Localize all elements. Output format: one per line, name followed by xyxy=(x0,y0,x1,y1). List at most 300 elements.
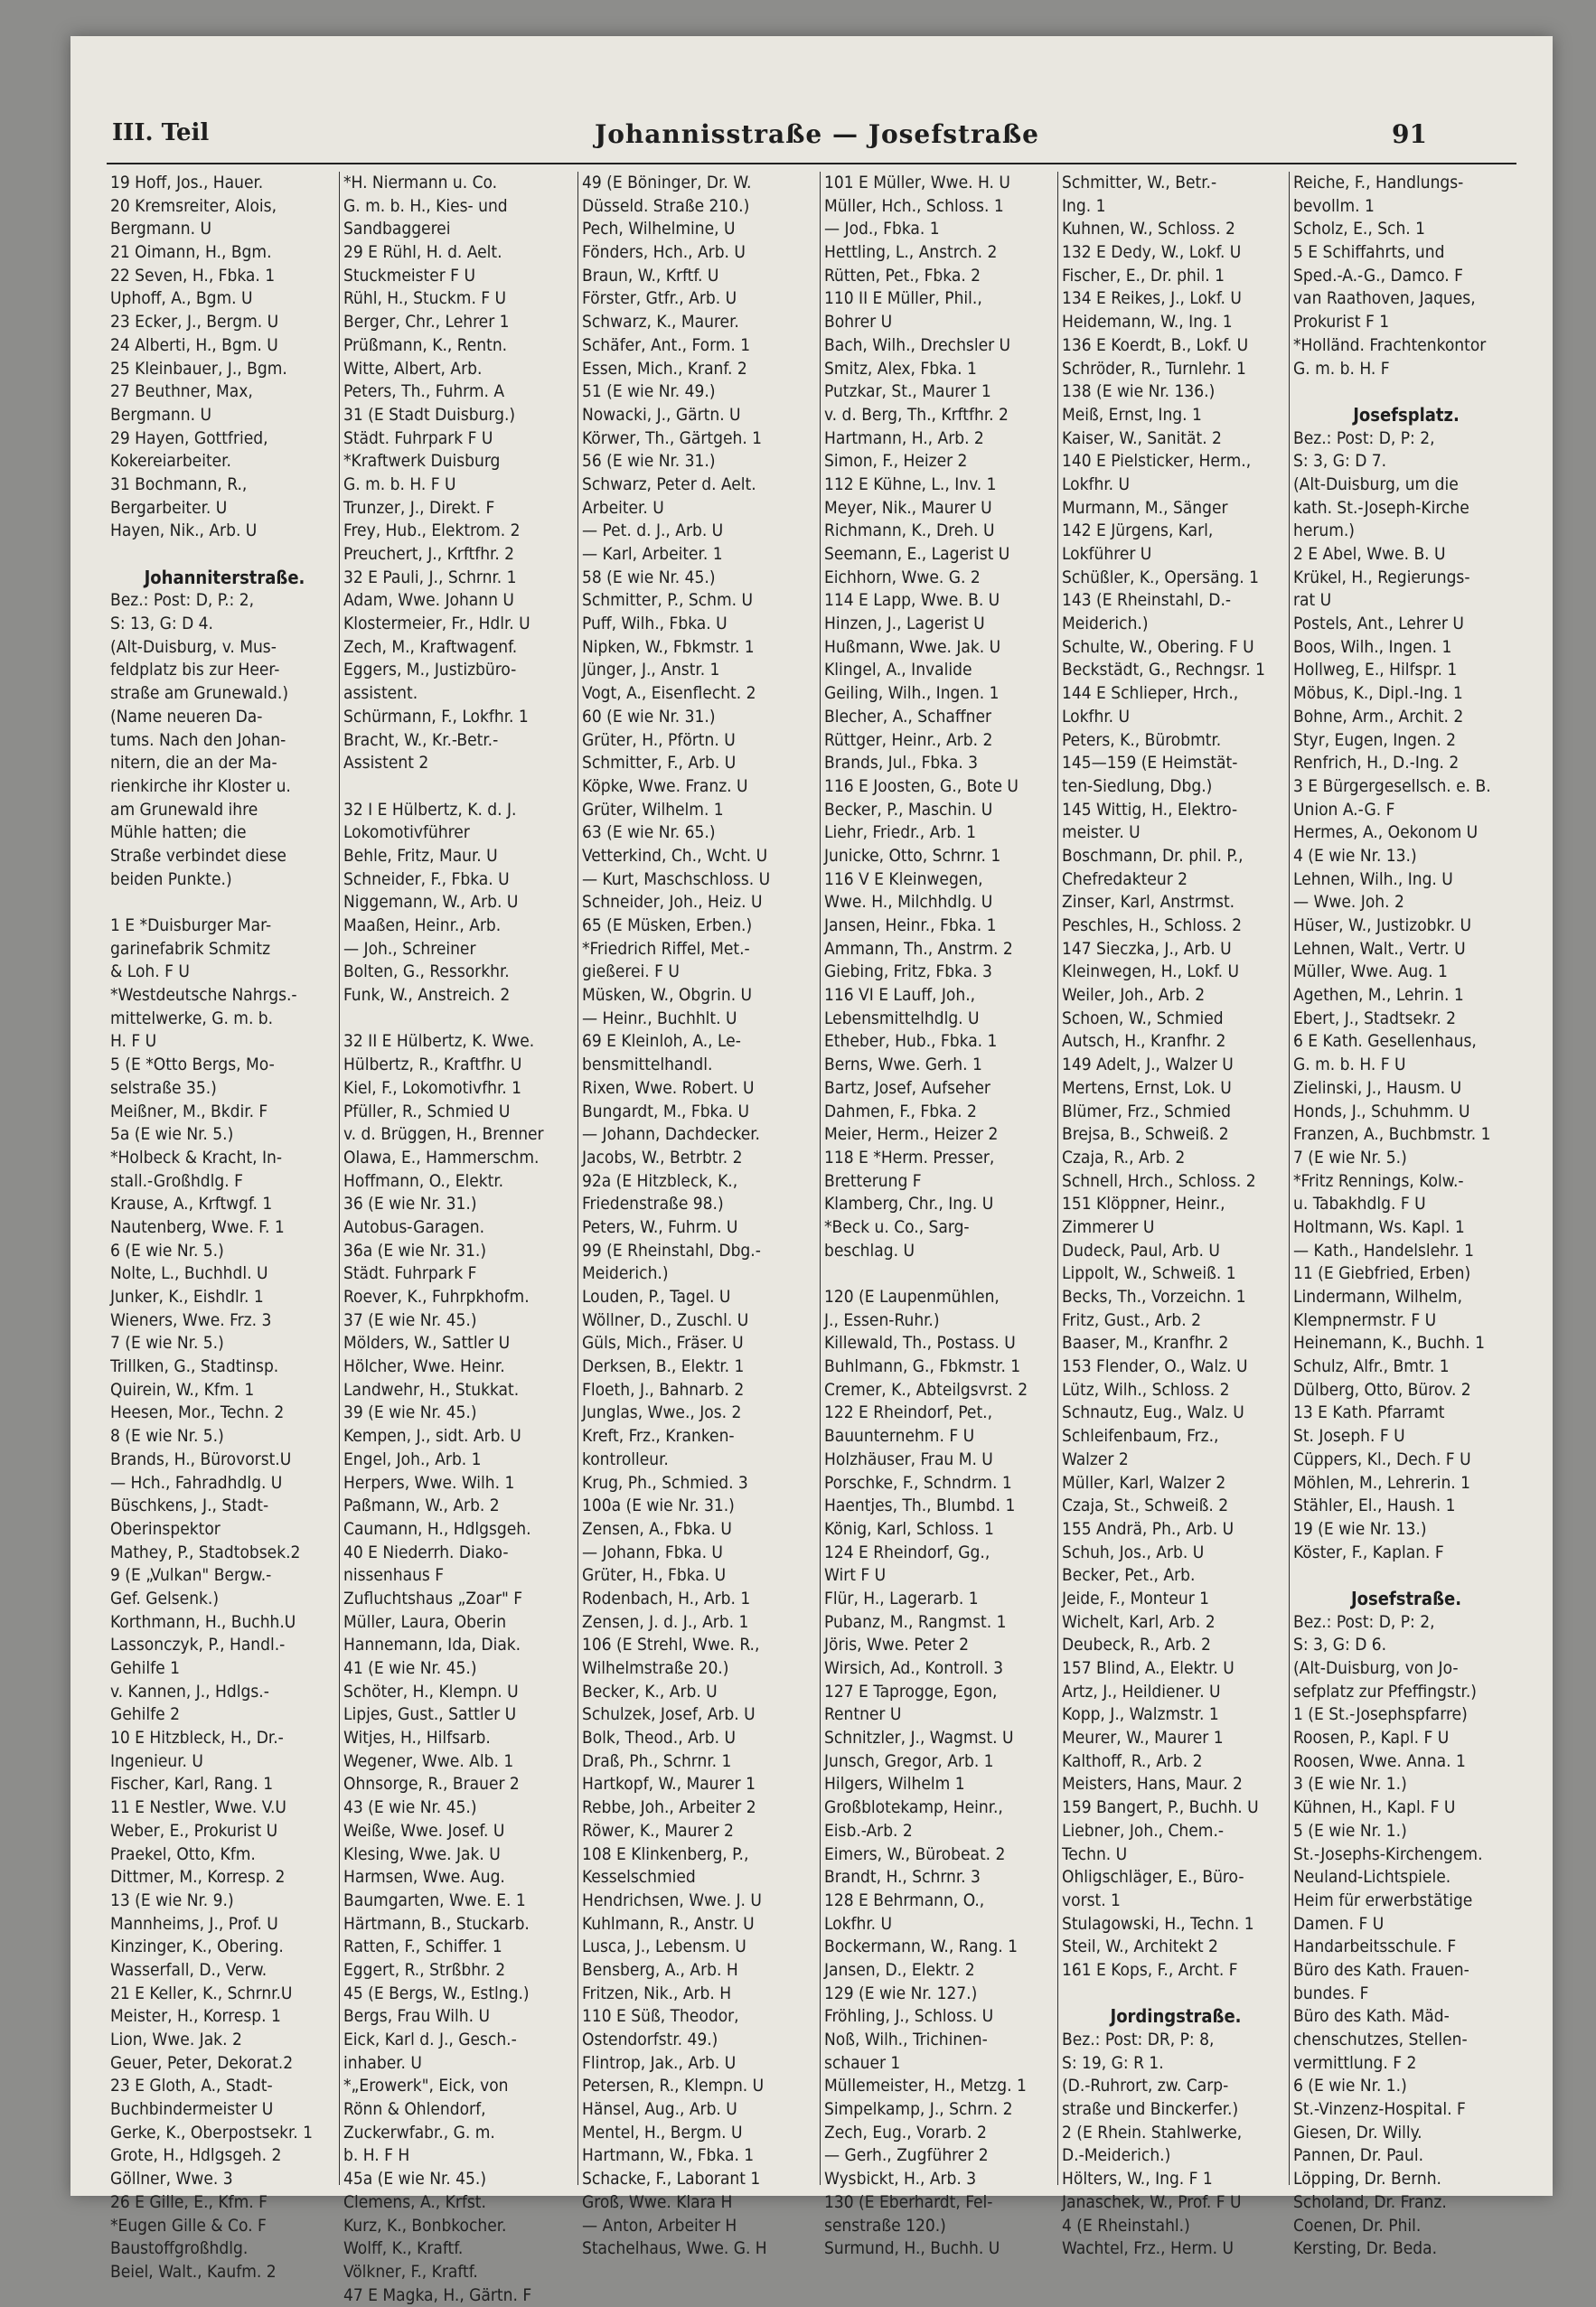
directory-line: Schneider, Joh., Heiz. U xyxy=(582,892,763,913)
directory-line: G. m. b. H. F U xyxy=(1293,1055,1406,1075)
directory-line: Behle, Fritz, Maur. U xyxy=(343,845,498,866)
directory-line: Zech, Eug., Vorarb. 2 xyxy=(824,2122,987,2143)
directory-line: Hendrichsen, Wwe. J. U xyxy=(582,1890,762,1910)
directory-line: Brands, Jul., Fbka. 3 xyxy=(824,753,979,774)
directory-line: 120 (E Laupenmühlen, xyxy=(824,1287,1000,1307)
directory-line: Kreft, Frz., Kranken- xyxy=(582,1426,735,1447)
directory-line: Fritzen, Nik., Arb. H xyxy=(582,1983,732,2003)
directory-line: Hölters, W., Ing. F 1 xyxy=(1062,2169,1213,2190)
directory-line: 36a (E wie Nr. 31.) xyxy=(343,1240,486,1261)
directory-line: Krükel, H., Regierungs- xyxy=(1293,567,1470,587)
directory-line: 116 V E Kleinwegen, xyxy=(824,868,983,889)
directory-line: Autobus-Garagen. xyxy=(343,1216,484,1237)
directory-line: 13 E Kath. Pfarramt xyxy=(1293,1402,1445,1423)
directory-line: Zinser, Karl, Anstrmst. xyxy=(1062,892,1235,913)
directory-line: & Loh. F U xyxy=(110,961,190,982)
directory-line: Simpelkamp, J., Schrn. 2 xyxy=(824,2099,1013,2120)
directory-line: Friedenstraße 98.) xyxy=(582,1194,724,1214)
directory-line: Rütten, Pet., Fbka. 2 xyxy=(824,265,981,286)
directory-line: — Joh., Schreiner xyxy=(343,938,476,959)
directory-line: Becker, K., Arb. U xyxy=(582,1681,718,1702)
directory-line: Buhlmann, G., Fbkmstr. 1 xyxy=(824,1356,1021,1377)
directory-line: Braun, W., Krftf. U xyxy=(582,265,719,286)
directory-line: Bohne, Arm., Archit. 2 xyxy=(1293,706,1464,727)
directory-line: Holtmann, Ws. Kapl. 1 xyxy=(1293,1216,1465,1237)
directory-line: 142 E Jürgens, Karl, xyxy=(1062,520,1214,541)
directory-line: Zuckerwfabr., G. m. xyxy=(343,2122,495,2143)
directory-line: Müsken, W., Obgrin. U xyxy=(582,985,753,1006)
directory-line xyxy=(107,543,339,567)
directory-line: 31 (E Stadt Duisburg.) xyxy=(343,404,516,425)
directory-line: 20 Kremsreiter, Alois, xyxy=(110,195,277,216)
directory-line: b. H. F H xyxy=(343,2145,410,2166)
directory-line: 9 (E „Vulkan" Bergw.- xyxy=(110,1565,272,1586)
directory-line: Killewald, Th., Postass. U xyxy=(824,1333,1016,1354)
directory-line xyxy=(821,1262,1058,1286)
directory-line: Hölcher, Wwe. Heinr. xyxy=(343,1356,505,1377)
directory-line: Schürmann, F., Lokfhr. 1 xyxy=(343,706,529,727)
directory-line: 159 Bangert, P., Buchh. U xyxy=(1062,1797,1259,1818)
directory-line: 31 Bochmann, R., xyxy=(110,474,248,494)
directory-line: Lebensmittelhdlg. U xyxy=(824,1008,980,1028)
directory-line: Liebner, Joh., Chem.- xyxy=(1062,1820,1225,1841)
directory-line: Puff, Wilh., Fbka. U xyxy=(582,614,728,634)
directory-line: Schneider, F., Fbka. U xyxy=(343,868,510,889)
directory-line: Schmitter, P., Schm. U xyxy=(582,590,754,611)
directory-line: 37 (E wie Nr. 45.) xyxy=(343,1309,477,1330)
column-3 xyxy=(577,172,821,2259)
directory-line: Bergmann. U xyxy=(110,219,211,239)
column-2 xyxy=(339,172,578,2305)
street-heading: Josefsplatz. xyxy=(1353,403,1460,426)
directory-line: 11 (E Giebfried, Erben) xyxy=(1293,1263,1471,1284)
directory-line: bensmittelhandl. xyxy=(582,1055,713,1075)
directory-line: Artz, J., Heildiener. U xyxy=(1062,1681,1221,1702)
directory-line: *H. Niermann u. Co. xyxy=(343,173,498,192)
directory-line: — Kath., Handelslehr. 1 xyxy=(1293,1240,1475,1261)
directory-line: 128 E Behrmann, O., xyxy=(824,1890,985,1910)
directory-line: Wöllner, D., Zuschl. U xyxy=(582,1309,749,1330)
directory-line: Brejsa, B., Schweiß. 2 xyxy=(1062,1124,1229,1145)
directory-line: Adam, Wwe. Johann U xyxy=(343,590,514,611)
directory-line: Eggert, R., Strßbhr. 2 xyxy=(343,1959,506,1980)
directory-line: Bungardt, M., Fbka. U xyxy=(582,1101,749,1121)
directory-line: — Hch., Fahradhdlg. U xyxy=(110,1472,283,1493)
directory-line: Heim für erwerbstätige xyxy=(1293,1890,1473,1910)
directory-line: Meiderich.) xyxy=(582,1263,669,1284)
directory-line: 118 E *Herm. Presser, xyxy=(824,1147,995,1168)
directory-line: Müller, Laura, Oberin xyxy=(343,1611,507,1632)
directory-line: garinefabrik Schmitz xyxy=(110,938,271,959)
directory-line: Rebbe, Joh., Arbeiter 2 xyxy=(582,1797,756,1818)
directory-line: stall.-Großhdlg. F xyxy=(110,1170,243,1191)
directory-line: Bach, Wilh., Drechsler U xyxy=(824,334,1011,355)
directory-line: 69 E Kleinloh, A., Le- xyxy=(582,1031,741,1052)
directory-line: ten-Siedlung, Dbg.) xyxy=(1062,775,1213,796)
directory-line: Grüter, H., Pförtn. U xyxy=(582,729,736,750)
directory-line: Grüter, Wilhelm. 1 xyxy=(582,799,724,820)
directory-line: 32 II E Hülbertz, K. Wwe. xyxy=(343,1031,535,1052)
directory-line: Bohrer U xyxy=(824,312,893,333)
directory-line: Trillken, G., Stadtinsp. xyxy=(110,1356,279,1377)
directory-line: 47 E Magka, H., Gärtn. F xyxy=(343,2284,532,2305)
directory-line: 4 (E Rheinstahl.) xyxy=(1062,2215,1190,2236)
directory-line: Pech, Wilhelmine, U xyxy=(582,219,736,239)
directory-line: Chefredakteur 2 xyxy=(1062,868,1188,889)
directory-line: 130 (E Eberhardt, Fel- xyxy=(824,2191,993,2212)
directory-line: 39 (E wie Nr. 45.) xyxy=(343,1402,477,1423)
directory-line: *Westdeutsche Nahrgs.- xyxy=(110,985,297,1006)
directory-line: u. Tabakhdlg. F U xyxy=(1293,1194,1426,1214)
directory-line: Großblotekamp, Heinr., xyxy=(824,1797,1003,1818)
directory-line: Haentjes, Th., Blumbd. 1 xyxy=(824,1496,1016,1516)
directory-line: Roever, K., Fuhrpkhofm. xyxy=(343,1287,530,1307)
directory-line: — Johann, Fbka. U xyxy=(582,1542,723,1562)
directory-line: Rentner U xyxy=(824,1704,902,1725)
directory-line: Stähler, El., Haush. 1 xyxy=(1293,1496,1456,1516)
directory-line: Blümer, Frz., Schmied xyxy=(1062,1101,1231,1121)
directory-line: 19 (E wie Nr. 13.) xyxy=(1293,1518,1427,1539)
directory-line: Köster, F., Kaplan. F xyxy=(1293,1542,1444,1562)
directory-line: Wieners, Wwe. Frz. 3 xyxy=(110,1309,272,1330)
directory-line: Boschmann, Dr. phil. P., xyxy=(1062,845,1244,866)
directory-line: Mentel, H., Bergm. U xyxy=(582,2122,743,2143)
directory-line: rienkirche ihr Kloster u. xyxy=(110,775,291,796)
directory-line: Ammann, Th., Anstrm. 2 xyxy=(824,938,1013,959)
directory-line: Ing. 1 xyxy=(1062,195,1106,216)
directory-line: Czaja, R., Arb. 2 xyxy=(1062,1147,1186,1168)
directory-line: Petersen, R., Klempn. U xyxy=(582,2076,765,2096)
directory-line: Lütz, Wilh., Schloss. 2 xyxy=(1062,1379,1230,1400)
directory-line: Porschke, F., Schndrm. 1 xyxy=(824,1472,1012,1493)
directory-line: sefplatz zur Pfeffingstr.) xyxy=(1293,1681,1477,1702)
directory-line: Zensen, J. d. J., Arb. 1 xyxy=(582,1611,749,1632)
directory-line: 153 Flender, O., Walz. U xyxy=(1062,1356,1248,1377)
directory-line: Klempnermstr. F U xyxy=(1293,1309,1437,1330)
directory-line: 11 E Nestler, Wwe. V.U xyxy=(110,1797,286,1818)
directory-line: Rönn & Ohlendorf, xyxy=(343,2099,486,2120)
directory-line: Liehr, Friedr., Arb. 1 xyxy=(824,822,976,843)
directory-line: Clemens, A., Krfst. xyxy=(343,2191,486,2212)
directory-line: 10 E Hitzbleck, H., Dr.- xyxy=(110,1728,284,1749)
directory-line: Walzer 2 xyxy=(1062,1449,1129,1469)
part-label: III. Teil xyxy=(112,119,210,146)
directory-line: 60 (E wie Nr. 31.) xyxy=(582,706,716,727)
directory-line: 2 (E Rhein. Stahlwerke, xyxy=(1062,2122,1243,2143)
directory-line: 45a (E wie Nr. 45.) xyxy=(343,2169,486,2190)
directory-line: Schulte, W., Obering. F U xyxy=(1062,636,1254,657)
directory-line: 112 E Kühne, L., Inv. 1 xyxy=(824,474,997,494)
directory-line: Dülberg, Otto, Bürov. 2 xyxy=(1293,1379,1471,1400)
directory-line: 19 Hoff, Jos., Hauer. xyxy=(110,173,264,192)
directory-line: 24 Alberti, H., Bgm. U xyxy=(110,334,278,355)
directory-line: S: 3, G: D 6. xyxy=(1293,1635,1387,1655)
directory-line: 138 (E wie Nr. 136.) xyxy=(1062,381,1216,402)
directory-line: Rühl, H., Stuckm. F U xyxy=(343,288,507,309)
directory-line: Mannheims, J., Prof. U xyxy=(110,1913,278,1934)
directory-line: 127 E Taprogge, Egon, xyxy=(824,1681,998,1702)
directory-line: *Holländ. Frachtenkontor xyxy=(1293,334,1487,355)
directory-line: chenschutzes, Stellen- xyxy=(1293,2030,1468,2049)
directory-line: 65 (E Müsken, Erben.) xyxy=(582,915,753,935)
directory-line: — Johann, Dachdecker. xyxy=(582,1124,760,1145)
directory-line: Hoffmann, O., Elektr. xyxy=(343,1170,504,1191)
directory-line: *Fritz Rennings, Kolw.- xyxy=(1293,1170,1464,1191)
directory-line: Meurer, W., Maurer 1 xyxy=(1062,1728,1224,1749)
directory-line: Gef. Gelsenk.) xyxy=(110,1588,220,1608)
directory-line: Neuland-Lichtspiele. xyxy=(1293,1867,1451,1888)
directory-line: Maaßen, Heinr., Arb. xyxy=(343,915,502,935)
directory-line: Schulz, Alfr., Bmtr. 1 xyxy=(1293,1356,1450,1377)
directory-line: Wegener, Wwe. Alb. 1 xyxy=(343,1750,514,1771)
directory-line: 124 E Rheindorf, Gg., xyxy=(824,1542,990,1562)
directory-line: Lippolt, W., Schweiß. 1 xyxy=(1062,1263,1236,1284)
directory-line: 23 E Gloth, A., Stadt- xyxy=(110,2076,273,2096)
directory-line: 29 E Rühl, H. d. Aelt. xyxy=(343,242,502,263)
directory-line xyxy=(340,775,578,799)
directory-line: Baustoffgroßhdlg. xyxy=(110,2238,249,2259)
directory-line: beschlag. U xyxy=(824,1240,915,1261)
directory-line: Boos, Wilh., Ingen. 1 xyxy=(1293,636,1452,657)
directory-line: (Alt-Duisburg, um die xyxy=(1293,474,1459,494)
directory-line: Hartmann, H., Arb. 2 xyxy=(824,427,984,448)
directory-line: Bensberg, A., Arb. H xyxy=(582,1959,738,1980)
directory-line: Hüser, W., Justizobkr. U xyxy=(1293,915,1472,935)
directory-line: 7 (E wie Nr. 5.) xyxy=(110,1333,224,1354)
directory-line: 51 (E wie Nr. 49.) xyxy=(582,381,716,402)
header-rule xyxy=(107,163,1516,164)
directory-line: Düsseld. Straße 210.) xyxy=(582,195,750,216)
page-number: 91 xyxy=(1392,119,1427,149)
directory-line: Ohnsorge, R., Brauer 2 xyxy=(343,1774,520,1795)
directory-line: 2 E Abel, Wwe. B. U xyxy=(1293,544,1446,564)
directory-line: Klingel, A., Invalide xyxy=(824,660,972,680)
directory-line: 5 (E wie Nr. 1.) xyxy=(1293,1820,1407,1841)
directory-line: Lokomotivführer xyxy=(343,822,470,843)
directory-line: 151 Klöppner, Heinr., xyxy=(1062,1194,1225,1214)
directory-line: Hartkopf, W., Maurer 1 xyxy=(582,1774,756,1795)
directory-line: Fröhling, J., Schloss. U xyxy=(824,2006,994,2027)
directory-line: Förster, Gtfr., Arb. U xyxy=(582,288,737,309)
directory-line: Heesen, Mor., Techn. 2 xyxy=(110,1402,285,1423)
directory-line: Hettling, L., Anstrch. 2 xyxy=(824,242,998,263)
directory-line: Stulagowski, H., Techn. 1 xyxy=(1062,1913,1254,1934)
directory-line: Sandbaggerei xyxy=(343,219,451,239)
directory-line: Schmitter, F., Arb. U xyxy=(582,753,737,774)
directory-line: Louden, P., Tagel. U xyxy=(582,1287,731,1307)
column-1 xyxy=(107,172,339,2282)
directory-line: Büro des Kath. Mäd- xyxy=(1293,2006,1450,2027)
directory-line: nissenhaus F xyxy=(343,1565,445,1586)
directory-line: Meiderich.) xyxy=(1062,614,1149,634)
directory-line: Schnitzler, J., Wagmst. U xyxy=(824,1728,1014,1749)
directory-line: 157 Blind, A., Elektr. U xyxy=(1062,1658,1235,1678)
directory-line: Krug, Ph., Schmied. 3 xyxy=(582,1472,748,1493)
directory-line: *Beck u. Co., Sarg- xyxy=(824,1216,970,1237)
directory-line: Bergmann. U xyxy=(110,404,211,425)
column-6 xyxy=(1289,172,1519,2259)
directory-line: Wachtel, Frz., Herm. U xyxy=(1062,2238,1235,2259)
directory-line: Büschkens, J., Stadt- xyxy=(110,1496,269,1516)
directory-line: 1 E *Duisburger Mar- xyxy=(110,915,272,935)
directory-line: Buchbindermeister U xyxy=(110,2099,274,2120)
directory-line: Weber, E., Prokurist U xyxy=(110,1820,278,1841)
directory-line: Junglas, Wwe., Jos. 2 xyxy=(582,1402,742,1423)
directory-line: Röwer, K., Maurer 2 xyxy=(582,1820,734,1841)
directory-line: Praekel, Otto, Kfm. xyxy=(110,1843,256,1864)
directory-line: 21 E Keller, K., Schrnr.U xyxy=(110,1983,293,2003)
directory-line: selstraße 35.) xyxy=(110,1077,217,1098)
directory-line: Postels, Ant., Lehrer U xyxy=(1293,614,1464,634)
directory-line: Assistent 2 xyxy=(343,753,429,774)
directory-line: Peschles, H., Schloss. 2 xyxy=(1062,915,1242,935)
directory-line: 92a (E Hitzbleck, K., xyxy=(582,1170,738,1191)
directory-line: Becker, P., Maschin. U xyxy=(824,799,993,820)
directory-line: Surmund, H., Buchh. U xyxy=(824,2238,1000,2259)
directory-line: Hermes, A., Oekonom U xyxy=(1293,822,1479,843)
directory-line: Zielinski, J., Hausm. U xyxy=(1293,1077,1462,1098)
directory-line: Smitz, Alex, Fbka. 1 xyxy=(824,358,977,379)
directory-line: Bez.: Post: D, P: 2, xyxy=(1293,1611,1435,1632)
directory-line: bevollm. 1 xyxy=(1293,195,1375,216)
directory-line: Junicke, Otto, Schrnr. 1 xyxy=(824,845,1001,866)
directory-line: Brandt, H., Schrnr. 3 xyxy=(824,1867,981,1888)
directory-line: — Karl, Arbeiter. 1 xyxy=(582,544,723,564)
directory-line: Jöris, Wwe. Peter 2 xyxy=(824,1635,969,1655)
directory-line: J., Essen-Ruhr.) xyxy=(824,1309,940,1330)
directory-line: 43 (E wie Nr. 45.) xyxy=(343,1797,477,1818)
page-header xyxy=(70,119,1553,164)
street-heading: Jordingstraße. xyxy=(1110,2005,1242,2028)
directory-line: Wolff, K., Kraftf. xyxy=(343,2238,464,2259)
directory-line: *Friedrich Riffel, Met.- xyxy=(582,938,750,959)
directory-line: Büro des Kath. Frauen- xyxy=(1293,1959,1469,1980)
directory-line: Junsch, Gregor, Arb. 1 xyxy=(824,1750,994,1771)
directory-line: 5 (E *Otto Bergs, Mo- xyxy=(110,1055,275,1075)
directory-line: Jeide, F., Monteur 1 xyxy=(1062,1588,1210,1608)
directory-line: Fischer, E., Dr. phil. 1 xyxy=(1062,265,1225,286)
directory-line: — Wwe. Joh. 2 xyxy=(1293,892,1404,913)
directory-line: Peters, Th., Fuhrm. A xyxy=(343,381,505,402)
directory-line: Stuckmeister F U xyxy=(343,265,475,286)
directory-line: meister. U xyxy=(1062,822,1141,843)
directory-line: Kiel, F., Lokomotivfhr. 1 xyxy=(343,1077,521,1098)
column-5 xyxy=(1057,172,1290,2259)
directory-line: Berns, Wwe. Gerh. 1 xyxy=(824,1055,982,1075)
directory-line: Roosen, P., Kapl. F U xyxy=(1293,1728,1450,1749)
directory-line xyxy=(1290,380,1519,404)
directory-line: Gehilfe 2 xyxy=(110,1704,180,1725)
directory-line: 6 (E wie Nr. 1.) xyxy=(1293,2076,1407,2096)
directory-line: Wilhelmstraße 20.) xyxy=(582,1658,729,1678)
directory-line: Etheber, Hub., Fbka. 1 xyxy=(824,1031,998,1052)
directory-line: Franzen, A., Buchbmstr. 1 xyxy=(1293,1124,1491,1145)
directory-line: tums. Nach den Johan- xyxy=(110,729,286,750)
directory-line: Müllemeister, H., Metzg. 1 xyxy=(824,2076,1027,2096)
directory-line: Meisters, Hans, Maur. 2 xyxy=(1062,1774,1243,1795)
directory-line: Nowacki, J., Gärtn. U xyxy=(582,404,741,425)
directory-line: Städt. Fuhrpark F U xyxy=(343,427,493,448)
directory-line: Geuer, Peter, Dekorat.2 xyxy=(110,2052,294,2073)
directory-line: H. F U xyxy=(110,1031,157,1052)
directory-line: Prokurist F 1 xyxy=(1293,312,1390,333)
directory-line: Becker, Pet., Arb. xyxy=(1062,1565,1196,1586)
directory-line: gießerei. F U xyxy=(582,961,680,982)
directory-line: 32 E Pauli, J., Schrnr. 1 xyxy=(343,567,517,587)
directory-line: Müller, Hch., Schloss. 1 xyxy=(824,195,1004,216)
directory-line: Bretterung F xyxy=(824,1170,922,1191)
directory-line: Eisb.-Arb. 2 xyxy=(824,1820,913,1841)
directory-line: 144 E Schlieper, Hrch., xyxy=(1062,683,1239,704)
directory-line: — Anton, Arbeiter H xyxy=(582,2215,737,2236)
directory-line: Renfrich, H., D.-Ing. 2 xyxy=(1293,753,1460,774)
directory-line: Lusca, J., Lebensm. U xyxy=(582,1937,746,1957)
directory-line: 29 Hayen, Gottfried, xyxy=(110,427,268,448)
directory-line: Eggers, M., Justizbüro- xyxy=(343,660,517,680)
directory-line: Städt. Fuhrpark F xyxy=(343,1263,477,1284)
directory-line: Mertens, Ernst, Lok. U xyxy=(1062,1077,1232,1098)
directory-line: 49 (E Böninger, Dr. W. xyxy=(582,173,752,192)
directory-line: 132 E Dedy, W., Lokf. U xyxy=(1062,242,1242,263)
directory-line: G. m. b. H. F U xyxy=(343,474,456,494)
directory-line: Niggemann, W., Arb. U xyxy=(343,892,519,913)
directory-line: G. m. b. H. F xyxy=(1293,358,1390,379)
directory-line: 25 Kleinbauer, J., Bgm. xyxy=(110,358,287,379)
directory-line: Grote, H., Hdlgsgeh. 2 xyxy=(110,2145,282,2166)
directory-line: Korthmann, H., Buchh.U xyxy=(110,1611,296,1632)
directory-line: Wwe. H., Milchhdlg. U xyxy=(824,892,993,913)
directory-line: Bez.: Post: D, P: 2, xyxy=(1293,427,1435,448)
directory-line: Lassonczyk, P., Handl.- xyxy=(110,1635,286,1655)
directory-line: Bergs, Frau Wilh. U xyxy=(343,2006,490,2027)
directory-line: Möhlen, M., Lehrerin. 1 xyxy=(1293,1472,1471,1493)
directory-line: Fritz, Gust., Arb. 2 xyxy=(1062,1309,1202,1330)
directory-line: Lokfhr. U xyxy=(1062,474,1131,494)
directory-line: Gehilfe 1 xyxy=(110,1658,180,1678)
directory-line: 110 II E Müller, Phil., xyxy=(824,288,982,309)
directory-line: Schleifenbaum, Frz., xyxy=(1062,1426,1219,1447)
directory-line: Putzkar, St., Maurer 1 xyxy=(824,381,991,402)
directory-line: Reiche, F., Handlungs- xyxy=(1293,173,1464,192)
directory-line: Nautenberg, Wwe. F. 1 xyxy=(110,1216,285,1237)
directory-line: straße am Grunewald.) xyxy=(110,683,288,704)
directory-line: Richmann, K., Dreh. U xyxy=(824,520,995,541)
directory-line: Coenen, Dr. Phil. xyxy=(1293,2215,1422,2236)
directory-line: *Kraftwerk Duisburg xyxy=(343,451,501,472)
directory-line: Schnell, Hrch., Schloss. 2 xyxy=(1062,1170,1256,1191)
directory-line: Bartz, Josef, Aufseher xyxy=(824,1077,990,1098)
directory-line: König, Karl, Schloss. 1 xyxy=(824,1518,994,1539)
directory-line: 41 (E wie Nr. 45.) xyxy=(343,1658,477,1678)
directory-line: (Alt-Duisburg, von Jo- xyxy=(1293,1658,1459,1678)
directory-line: 4 (E wie Nr. 13.) xyxy=(1293,845,1417,866)
directory-line: 143 (E Rheinstahl, D.- xyxy=(1062,590,1232,611)
directory-line: v. Kannen, J., Hdlgs.- xyxy=(110,1681,269,1702)
directory-line: Schröder, R., Turnlehr. 1 xyxy=(1062,358,1246,379)
directory-line: Zimmerer U xyxy=(1062,1216,1155,1237)
directory-line: Rixen, Wwe. Robert. U xyxy=(582,1077,755,1098)
directory-line: 145 Wittig, H., Elektro- xyxy=(1062,799,1238,820)
directory-line xyxy=(340,1008,578,1031)
directory-line: Seemann, E., Lagerist U xyxy=(824,544,1010,564)
directory-line: Zufluchtshaus „Zoar" F xyxy=(343,1588,523,1608)
directory-line: Berger, Chr., Lehrer 1 xyxy=(343,312,510,333)
directory-line: Groß, Wwe. Klara H xyxy=(582,2191,733,2212)
directory-line: Flür, H., Lagerarb. 1 xyxy=(824,1588,979,1608)
directory-line: Ohligschläger, E., Büro- xyxy=(1062,1867,1244,1888)
directory-line: v. d. Berg, Th., Krftfhr. 2 xyxy=(824,404,1009,425)
directory-line: Sped.-A.-G., Damco. F xyxy=(1293,265,1463,286)
